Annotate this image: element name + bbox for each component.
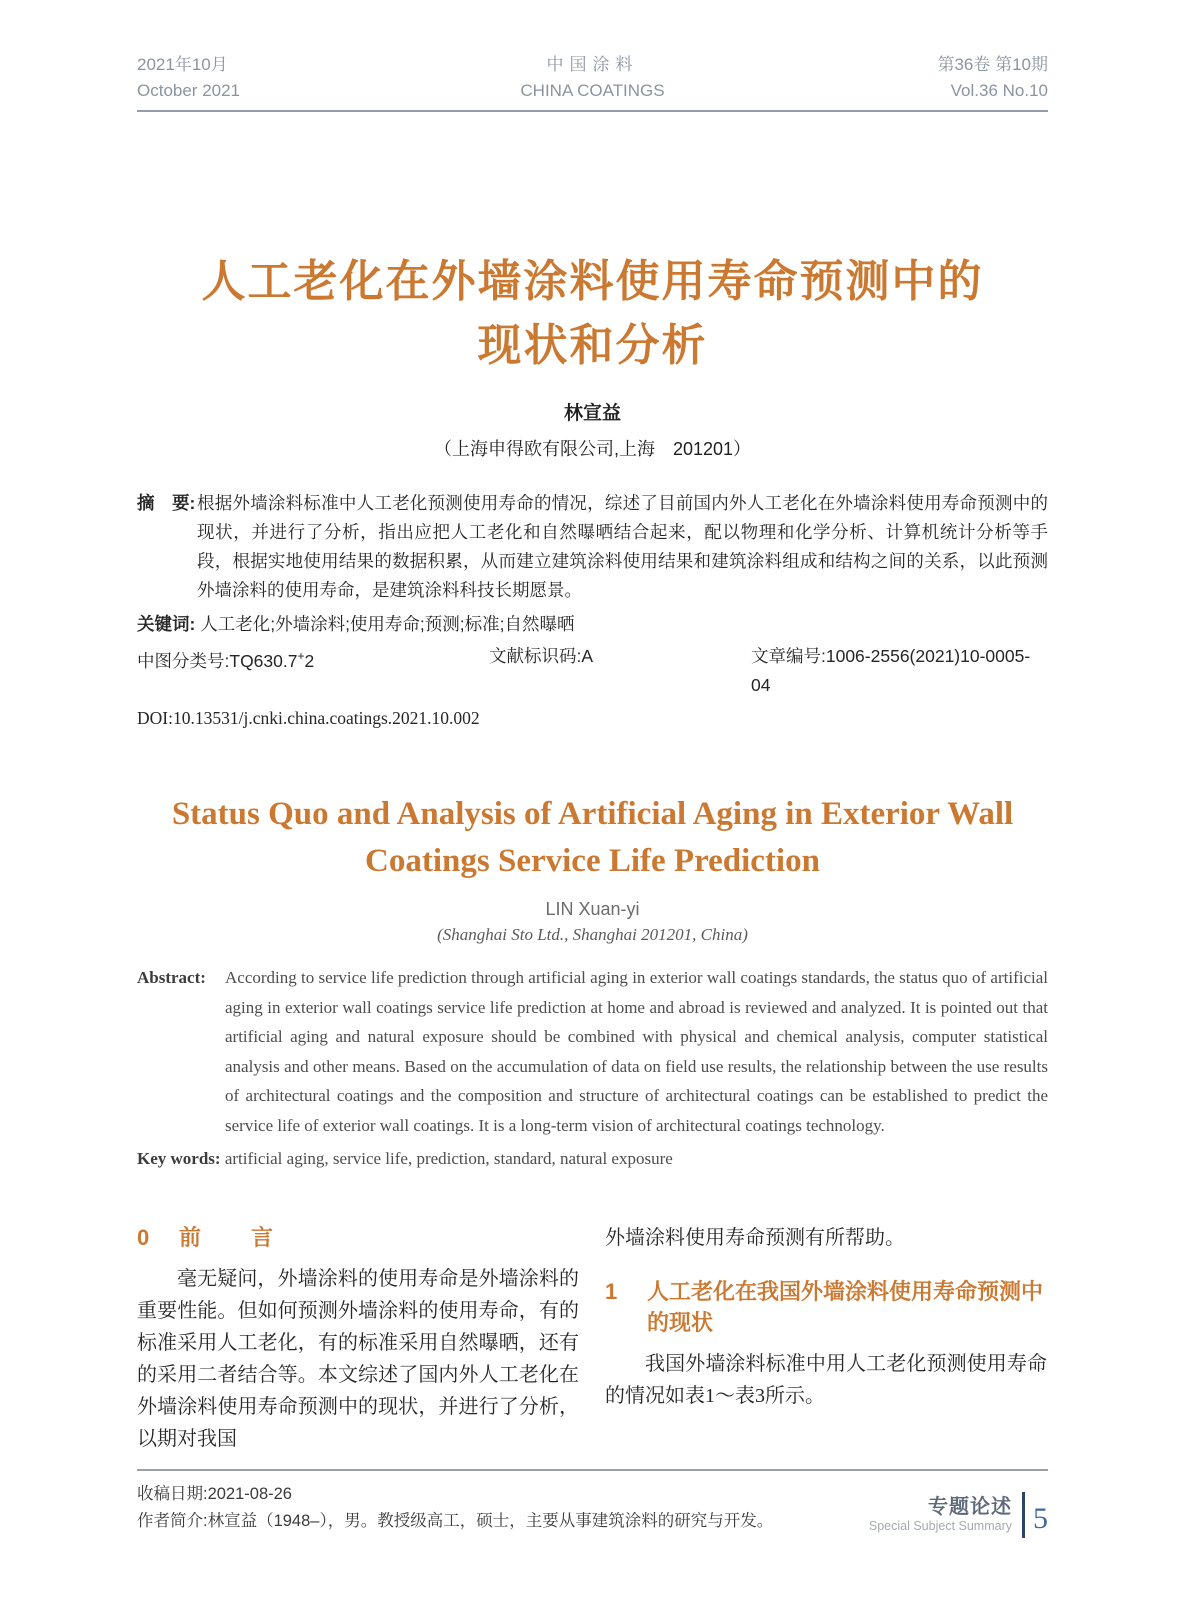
section-0-title: 前 言	[179, 1225, 288, 1250]
article-title-en-line1: Status Quo and Analysis of Artificial Aging in Exterior Wall	[171, 796, 1014, 832]
keywords-zh-label: 关键词:	[137, 614, 196, 634]
abstract-en-text: According to service life prediction through artificial aging in exterior wall coatings standards, the status quo of artificial aging in exterior wall coatings service life prediction at home and abroad is reviewed and analyzed. It is pointed out that artificial aging and natural exposure should be combined with physical and chemical analysis, computer statistical analysis and other means. Based on the accumulation of data on field use results, the relationship between the use results of architectural coatings and the composition and structure of architectural coatings can be established to predict the service life of exterior wall coatings. It is a long-term vision of architectural coatings technology.	[225, 968, 1048, 1135]
abstract-zh-label: 摘 要:	[137, 493, 196, 513]
section-0-number: 0	[137, 1225, 150, 1250]
classification-row	[137, 642, 1048, 700]
page-number: 5	[1033, 1502, 1048, 1535]
header-journal-name	[317, 52, 868, 104]
header-volume-issue	[868, 52, 1048, 104]
header-date-zh: 2021年10月	[137, 55, 228, 74]
header-journal-en: CHINA COATINGS	[520, 81, 665, 100]
received-date: 收稿日期:2021-08-26	[137, 1485, 292, 1503]
right-column	[605, 1222, 1047, 1455]
clc-value: TQ630.7	[229, 650, 298, 671]
abstract-zh-text: 根据外墙涂料标准中人工老化预测使用寿命的情况，综述了目前国内外人工老化在外墙涂料使用寿命预测中的现状，并进行了分析，指出应把人工老化和自然曝晒结合起来，配以物理和化学分析、计算机统计分析等手段，根据实地使用结果的数据积累，从而建立建筑涂料使用结果和建筑涂料组成和结构之间的关系，以此预测外墙涂料的使用寿命，是建筑涂料科技长期愿景。	[197, 493, 1048, 600]
clc-superscript: +	[297, 649, 305, 663]
section-1-heading	[605, 1276, 1047, 1338]
header-journal-zh: 中国涂料	[546, 55, 639, 74]
article-title-zh-line2: 现状和分析	[477, 321, 708, 370]
header-issue-zh: 第36卷 第10期	[937, 55, 1048, 74]
article-title-zh-line1: 人工老化在外墙涂料使用寿命预测中的	[201, 257, 984, 306]
affiliation-en: (Shanghai Sto Ltd., Shanghai 201201, China)	[437, 925, 748, 944]
footer-column-zh: 专题论述	[928, 1495, 1012, 1518]
author-bio: 作者简介:林宣益（1948–），男。教授级高工，硕士，主要从事建筑涂料的研究与开发。	[137, 1512, 774, 1530]
journal-header	[137, 52, 1048, 112]
page-footer	[869, 1492, 1048, 1538]
abstract-en-label: Abstract:	[137, 968, 206, 987]
article-number: 文章编号:1006-2556(2021)10-0005-04	[751, 646, 1031, 695]
clc-tail: 2	[304, 650, 315, 671]
doi-line: DOI:10.13531/j.cnki.china.coatings.2021.10.002	[137, 708, 480, 728]
article-title-en	[137, 791, 1048, 885]
abstract-en	[137, 963, 1048, 1140]
article-title-en-line2: Coatings Service Life Prediction	[365, 843, 820, 879]
section-1-title: 人工老化在我国外墙涂料使用寿命预测中的现状	[647, 1279, 1044, 1335]
carryover-paragraph: 外墙涂料使用寿命预测有所帮助。	[605, 1227, 905, 1249]
keywords-en-label: Key words:	[137, 1149, 221, 1168]
document-code: 文献标识码:A	[489, 646, 594, 666]
footer-column-en: Special Subject Summary	[868, 1518, 1012, 1533]
footer-divider-bar	[1022, 1492, 1025, 1538]
affiliation-zh: （上海申得欧有限公司,上海 201201）	[433, 439, 752, 459]
header-issue-date	[137, 52, 317, 104]
header-date-en: October 2021	[137, 81, 241, 100]
author-name-en: LIN Xuan-yi	[545, 899, 640, 919]
section-0-heading	[137, 1222, 579, 1253]
clc-number	[137, 642, 489, 700]
article-title-zh	[137, 250, 1048, 378]
keywords-en-text: artificial aging, service life, prediction, standard, natural exposure	[224, 1149, 673, 1168]
two-column-body	[137, 1222, 1048, 1455]
left-column	[137, 1222, 579, 1455]
clc-label: 中图分类号:	[137, 650, 230, 671]
keywords-zh	[137, 610, 1048, 639]
section-1-paragraph: 我国外墙涂料标准中用人工老化预测使用寿命的情况如表1～表3所示。	[605, 1353, 1047, 1407]
header-issue-en: Vol.36 No.10	[950, 81, 1048, 100]
keywords-zh-text: 人工老化;外墙涂料;使用寿命;预测;标准;自然曝晒	[200, 614, 575, 634]
section-1-number: 1	[605, 1279, 618, 1304]
abstract-zh	[137, 489, 1048, 605]
section-0-paragraph: 毫无疑问，外墙涂料的使用寿命是外墙涂料的重要性能。但如何预测外墙涂料的使用寿命，有的标准采用人工老化，有的标准采用自然曝晒，还有的采用二者结合等。本文综述了国内外人工老化在外墙涂料使用寿命预测中的现状，并进行了分析，以期对我国	[137, 1268, 579, 1450]
keywords-en	[137, 1146, 1048, 1172]
author-name-zh: 林宣益	[563, 403, 621, 424]
footer-column-labels	[869, 1496, 1012, 1535]
